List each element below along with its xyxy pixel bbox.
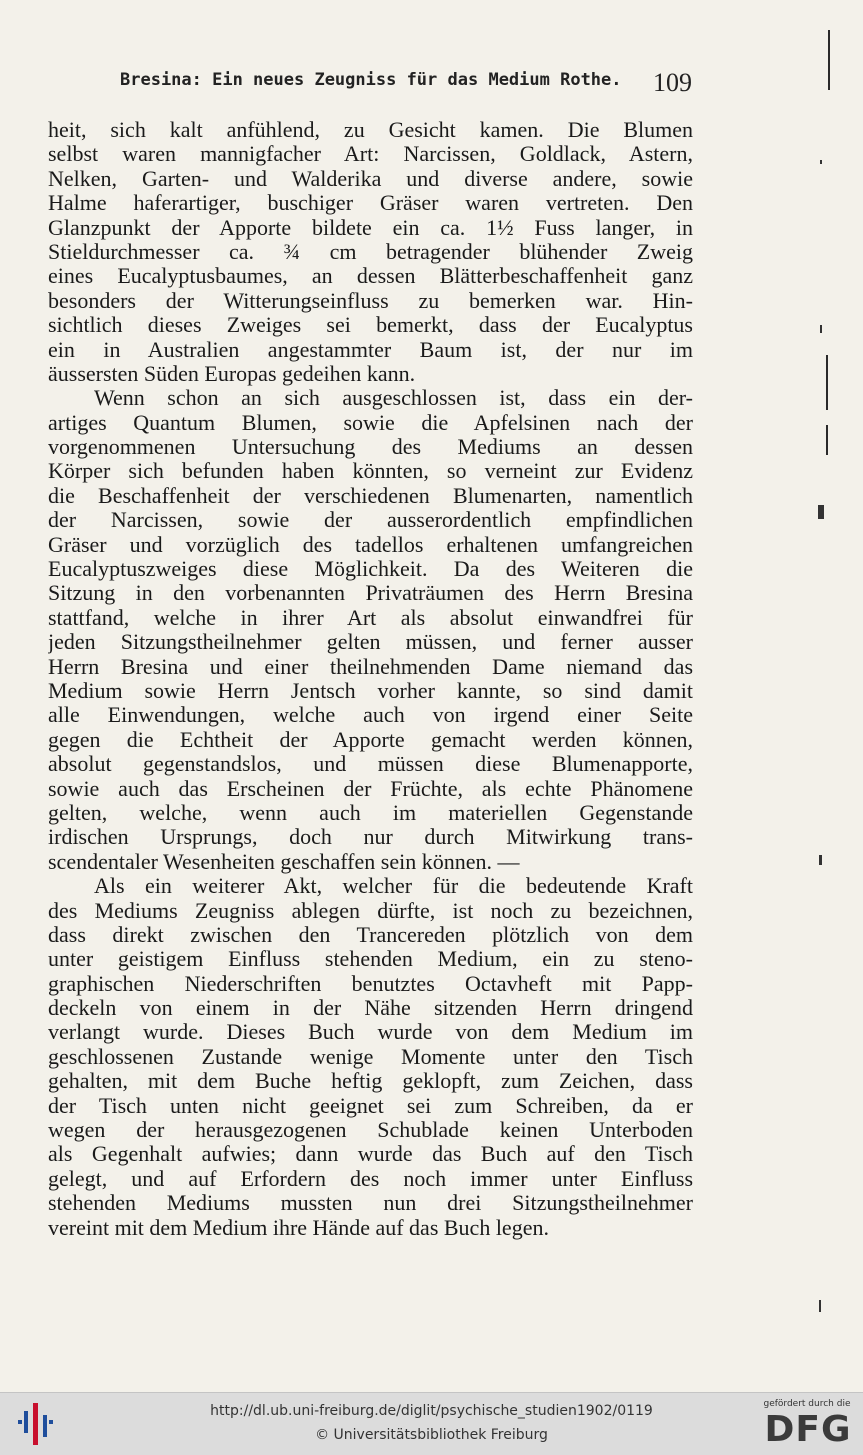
text-line: Gräser und vorzüglich des tadellos erhaltenen umfangreichen [48, 532, 693, 557]
text-line: gegen die Echtheit der Apporte gemacht werden können, [48, 727, 693, 752]
text-line: Körper sich befunden haben könnten, so verneint zur Evidenz [48, 459, 693, 484]
text-line: als Gegenhalt aufwies; dann wurde das Buch auf den Tisch [48, 1142, 693, 1167]
text-line: jeden Sitzungstheilnehmer gelten müssen, und ferner ausser [48, 630, 693, 655]
text-line: Wenn schon an sich ausgeschlossen ist, dass ein der- [94, 386, 693, 411]
text-line: sowie auch das Erscheinen der Früchte, als echte Phänomene [48, 776, 693, 801]
text-line: besonders der Witterungseinfluss zu bemerken war. Hin- [48, 288, 693, 313]
text-line: des Mediums Zeugniss ablegen dürfte, ist noch zu bezeichnen, [48, 898, 693, 923]
text-line: die Beschaffenheit der verschiedenen Blumenarten, namentlich [48, 483, 693, 508]
text-line: der Narcissen, sowie der ausserordentlich empfindlichen [48, 508, 693, 533]
text-line: Als ein weiterer Akt, welcher für die bedeutende Kraft [94, 874, 693, 899]
text-line: dass direkt zwischen den Trancereden plötzlich von dem [48, 922, 693, 947]
text-line: gelten, welche, wenn auch im materiellen Gegenstande [48, 800, 693, 825]
running-title: Bresina: Ein neues Zeugniss für das Medium Rothe. [120, 70, 622, 90]
text-line: absolut gegenstandslos, und müssen diese Blumenapporte, [48, 752, 693, 777]
text-line: eines Eucalyptusbaumes, an dessen Blätterbeschaffenheit ganz [48, 264, 693, 289]
text-line: irdischen Ursprungs, doch nur durch Mitwirkung trans- [48, 825, 693, 850]
dfg-logo-text: DFG [764, 1409, 852, 1450]
margin-rule [828, 30, 830, 90]
footer-bar [0, 1392, 863, 1455]
text-line: unter geistigem Einfluss stehenden Medium, ein zu steno- [48, 947, 693, 972]
text-line: Glanzpunkt der Apporte bildete ein ca. 1½ Fuss langer, in [48, 215, 693, 240]
text-line: Medium sowie Herrn Jentsch vorher kannte, so sind damit [48, 678, 693, 703]
text-line: gehalten, mit dem Buche heftig geklopft, zum Zeichen, dass [48, 1069, 693, 1094]
text-line: Stieldurchmesser ca. ¾ cm betragender blühender Zweig [48, 239, 693, 264]
text-line: artiges Quantum Blumen, sowie die Apfelsinen nach der [48, 410, 693, 435]
text-line: äussersten Süden Europas gedeihen kann. [48, 361, 416, 386]
text-line: vereint mit dem Medium ihre Hände auf das Buch legen. [48, 1215, 549, 1240]
running-head [120, 70, 700, 100]
text-line: ein in Australien angestammter Baum ist, der nur im [48, 337, 693, 362]
text-line: Sitzung in den vorbenannten Privaträumen des Herrn Bresina [48, 581, 693, 606]
text-line: gelegt, und auf Erfordern des noch immer unter Einfluss [48, 1166, 693, 1191]
text-line: deckeln von einem in der Nähe sitzenden Herrn dringend [48, 996, 693, 1021]
source-url-link[interactable]: http://dl.ub.uni-freiburg.de/diglit/psychische_studien1902/0119 [210, 1403, 653, 1419]
margin-mark [818, 505, 824, 519]
dfg-caption: gefördert durch die [763, 1399, 851, 1409]
text-line: verlangt wurde. Dieses Buch wurde von dem Medium im [48, 1020, 693, 1045]
page-number: 109 [653, 68, 692, 97]
text-line: stehenden Mediums mussten nun drei Sitzungstheilnehmer [48, 1191, 693, 1216]
text-line: selbst waren mannigfacher Art: Narcissen, Goldlack, Astern, [48, 142, 693, 167]
text-line: Eucalyptuszweiges diese Möglichkeit. Da des Weiteren die [48, 557, 693, 582]
text-line: heit, sich kalt anfühlend, zu Gesicht kamen. Die Blumen [48, 118, 693, 142]
margin-mark [819, 1300, 821, 1312]
text-line: graphischen Niederschriften benutztes Octavheft mit Papp- [48, 971, 693, 996]
text-line: sichtlich dieses Zweiges sei bemerkt, dass der Eucalyptus [48, 313, 693, 338]
margin-mark [820, 325, 822, 333]
margin-mark [819, 855, 822, 865]
margin-mark [820, 160, 822, 164]
text-line: vorgenommenen Untersuchung des Mediums an dessen [48, 435, 693, 460]
text-line: der Tisch unten nicht geeignet sei zum Schreiben, da er [48, 1093, 693, 1118]
text-line: scendentaler Wesenheiten geschaffen sein können. — [48, 849, 520, 874]
text-line: Halme haferartiger, buschiger Gräser waren vertreten. Den [48, 191, 693, 216]
dfg-logo-icon [761, 1399, 853, 1451]
copyright-notice: © Universitätsbibliothek Freiburg [315, 1427, 548, 1443]
margin-rule [826, 425, 828, 455]
body-text [48, 118, 693, 1240]
text-line: alle Einwendungen, welche auch von irgend einer Seite [48, 703, 693, 728]
text-line: stattfand, welche in ihrer Art als absolut einwandfrei für [48, 605, 693, 630]
text-line: geschlossenen Zustande wenige Momente unter den Tisch [48, 1044, 693, 1069]
margin-rule [826, 355, 828, 410]
text-line: Nelken, Garten- und Walderika und diverse andere, sowie [48, 166, 693, 191]
text-line: wegen der herausgezogenen Schublade keinen Unterboden [48, 1118, 693, 1143]
text-line: Herrn Bresina und einer theilnehmenden Dame niemand das [48, 654, 693, 679]
